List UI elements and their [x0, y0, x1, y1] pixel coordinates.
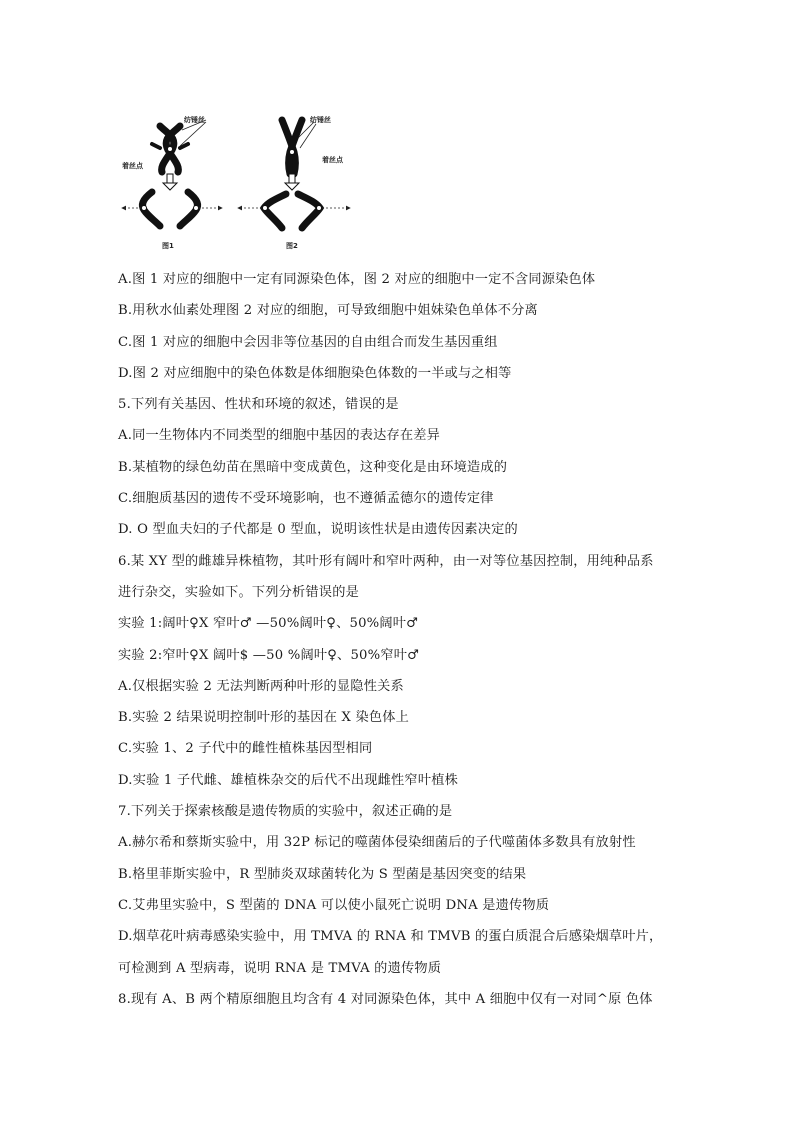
fig1-separating-chromosomes — [142, 192, 197, 226]
question-5-stem: 5.下列有关基因、性状和环境的叙述，错误的是 — [118, 397, 399, 413]
option-7a: A.赫尔希和蔡斯实验中，用 32P 标记的噬菌体侵染细菌后的子代噬菌体多数具有放射性 — [118, 835, 636, 851]
option-6c: C.实验 1、2 子代中的雌性植株基因型相同 — [118, 741, 373, 757]
fig1-spindle-label: 纺锤丝 — [184, 116, 205, 124]
question-8-stem: 8.现有 A、B 两个精原细胞且均含有 4 对同源染色体，其中 A 细胞中仅有一对同^原 色体 — [118, 991, 653, 1007]
option-4b: B.用秋水仙素处理图 2 对应的细胞，可导致细胞中姐妹染色单体不分离 — [118, 303, 538, 319]
question-7-stem: 7.下列关于探索核酸是遗传物质的实验中，叙述正确的是 — [118, 804, 453, 820]
option-6b: B.实验 2 结果说明控制叶形的基因在 X 染色体上 — [118, 710, 410, 726]
fig1-centromere-left — [142, 206, 147, 211]
fig2-down-arrow — [285, 174, 299, 190]
question-6-stem-line2: 进行杂交，实验如下。下列分析错误的是 — [118, 584, 359, 600]
fig2-separated-chromatids — [264, 194, 320, 228]
figure-2 — [238, 115, 350, 250]
question-text — [118, 264, 708, 1015]
option-7b: B.格里菲斯实验中，R 型肺炎双球菌转化为 S 型菌是基因突变的结果 — [118, 866, 527, 882]
option-5c: C.细胞质基因的遗传不受环境影响，也不遵循孟德尔的遗传定律 — [118, 491, 494, 507]
fig2-centromere-label: 着丝点 — [322, 156, 343, 164]
fig1-centromere-right — [194, 206, 199, 211]
fig2-caption: 图2 — [286, 242, 298, 250]
fig2-centromere-dot — [290, 150, 295, 155]
option-4c: C.图 1 对应的细胞中会因非等位基因的自由组合而发生基因重组 — [118, 334, 498, 350]
option-5b: B.某植物的绿色幼苗在黑暗中变成黄色，这种变化是由环境造成的 — [118, 459, 508, 475]
fig2-centromere-left — [263, 206, 268, 211]
experiment-2: 实验 2:窄叶♀X 阔叶$ —50 %阔叶♀、50%窄叶♂ — [118, 647, 420, 663]
fig1-caption: 图1 — [162, 242, 174, 250]
fig2-centromere-right — [317, 206, 322, 211]
fig2-chromosome — [282, 120, 302, 174]
option-4d: D.图 2 对应细胞中的染色体数是体细胞染色体数的一半或与之相等 — [118, 365, 512, 381]
option-6a: A.仅根据实验 2 无法判断两种叶形的显隐性关系 — [118, 678, 404, 694]
option-5d: D. O 型血夫妇的子代都是 0 型血，说明该性状是由遗传因素决定的 — [118, 522, 518, 538]
fig2-spindle-label: 纺锤丝 — [310, 116, 331, 124]
chromosome-figure — [110, 108, 360, 254]
experiment-1: 实验 1:阔叶♀X 窄叶♂ —50%阔叶♀、50%阔叶♂ — [118, 616, 419, 632]
fig1-centromere-label: 着丝点 — [122, 162, 143, 170]
figure-1 — [122, 115, 222, 250]
option-7d-line1: D.烟草花叶病毒感染实验中，用 TMVA 的 RNA 和 TMVB 的蛋白质混合后感染烟草叶片， — [118, 929, 663, 945]
fig1-centromere-dot — [168, 147, 173, 152]
chromosome-figure-svg — [110, 108, 360, 254]
option-4a: A.图 1 对应的细胞中一定有同源染色体，图 2 对应的细胞中一定不含同源染色体 — [118, 272, 596, 287]
option-5a: A.同一生物体内不同类型的细胞中基因的表达存在差异 — [118, 428, 441, 444]
option-7c: C.艾弗里实验中，S 型菌的 DNA 可以使小鼠死亡说明 DNA 是遗传物质 — [118, 897, 550, 913]
option-7d-line2: 可检测到 A 型病毒，说明 RNA 是 TMVA 的遗传物质 — [118, 960, 442, 976]
option-6d: D.实验 1 子代雌、雄植株杂交的后代不出现雌性窄叶植株 — [118, 772, 458, 788]
question-6-stem-line1: 6.某 XY 型的雌雄异株植物，其叶形有阔叶和窄叶两种，由一对等位基因控制，用纯种品系 — [118, 553, 654, 569]
fig1-down-arrow — [163, 174, 177, 190]
